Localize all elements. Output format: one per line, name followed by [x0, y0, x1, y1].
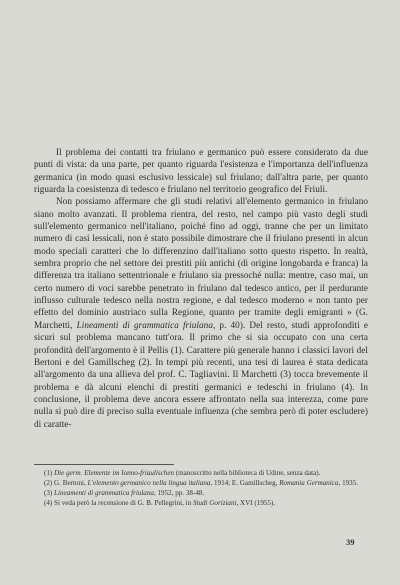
footnote-1-title: Die germ. Elemente im Ionno-friaulischen	[54, 469, 175, 477]
paragraph-2	[34, 195, 368, 430]
footnote-4-text: , XVI (1955).	[236, 498, 276, 507]
footnote-1-text: (manoscritto nella biblioteca di Udine, senza data).	[174, 469, 321, 477]
footnote-4-title: Studi Goriziani	[192, 498, 237, 507]
paragraph-2-part-b: , p. 40). Del resto, studi approfonditi e sicuri sul problema mancano tutt'ora. Il primo che si sia occupato con una certa profondità dell'argomento è il Pellis (1). Carattere più generale hanno i classici lavori del Bertoni e del Gamillscheg (2). In tempi più recenti, una tesi di laurea è stata dedicata all'argomento da una allieva del prof. C. Tagliavini. Il Marchetti (3) tocca brevemente il problema e dà alcuni elenchi di prestiti germanici e tedeschi in friulano (4). In conclusione, il problema deve ancora essere affrontato nella sua interezza, come pure nulla si può dire di preciso sulla eventuale influenza (che sembra però di poter escludere) di caratte-	[34, 319, 368, 429]
paragraph-2-part-a: Non possiamo affermare che gli studi relativi all'elemento germanico in friulano siano molto avanzati. Il problema rientra, del resto, nel campo più vasto degli studi sull'elemento germanico nell'italiano, poiché fino ad oggi, tranne che per un limitato numero di casi lessicali, non è stato possibile dimostrare che il friulano presenti in alcun modo speciali caratteri che lo differenzino dall'italiano sotto questo rispetto. In realtà, sembra proprio che nel settore dei prestiti più antichi (di origine longobarda e franca) la differenza tra italiano settentrionale e friulano sia pressoché nulla: mentre, caso mai, un certo numero di voci sarebbe penetrato in friulano dal tedesco antico, per il perdurante influsso culturale tedesco nella nostra regione, e dal tedesco moderno « non tanto per effetto del dominio austriaco sulla Regione, quanto per tramite degli emigranti » (G. Marchetti,	[34, 196, 368, 330]
footnote-3-title: Lineamenti di grammatica friulana	[54, 488, 154, 497]
footnote-1-marker: (1)	[44, 469, 55, 477]
footnotes	[34, 469, 368, 509]
footnote-separator	[34, 464, 174, 465]
footnote-2-text-2: , 1935.	[338, 478, 359, 487]
footnote-2-title-2: Romania Germanica	[279, 478, 339, 487]
footnote-3	[34, 489, 368, 498]
main-text	[34, 146, 368, 430]
footnote-2	[34, 479, 368, 488]
footnote-2-title: L'elemento germanico nella lingua italiana	[87, 478, 211, 487]
footnote-2-marker: (2) G. Bertoni,	[44, 478, 88, 487]
footnote-4-marker: (4) Si veda però la recensione di G. B. Pellegrini, in	[44, 498, 193, 507]
paragraph-1: Il problema dei contatti tra friulano e germanico può essere considerato da due punti di vista: da una parte, per quanto riguarda l'esistenza e l'importanza dell'influenza germanica (in modo quasi esclusivo lessicale) sul friulano; dall'altra parte, per quanto riguarda la coesistenza di tedesco e friulano nel territorio geografico del Friuli.	[34, 147, 368, 195]
page-number: 39	[346, 537, 355, 547]
footnote-4	[34, 499, 368, 508]
paragraph-2-book-title: Lineamenti di grammatica friulana	[76, 319, 213, 330]
footnote-1	[34, 469, 368, 478]
footnote-3-marker: (3)	[44, 488, 55, 497]
footnote-3-text: , 1952, pp. 38-48.	[153, 488, 205, 497]
footnote-2-text: , 1914; E. Gamillscheg,	[210, 478, 280, 487]
